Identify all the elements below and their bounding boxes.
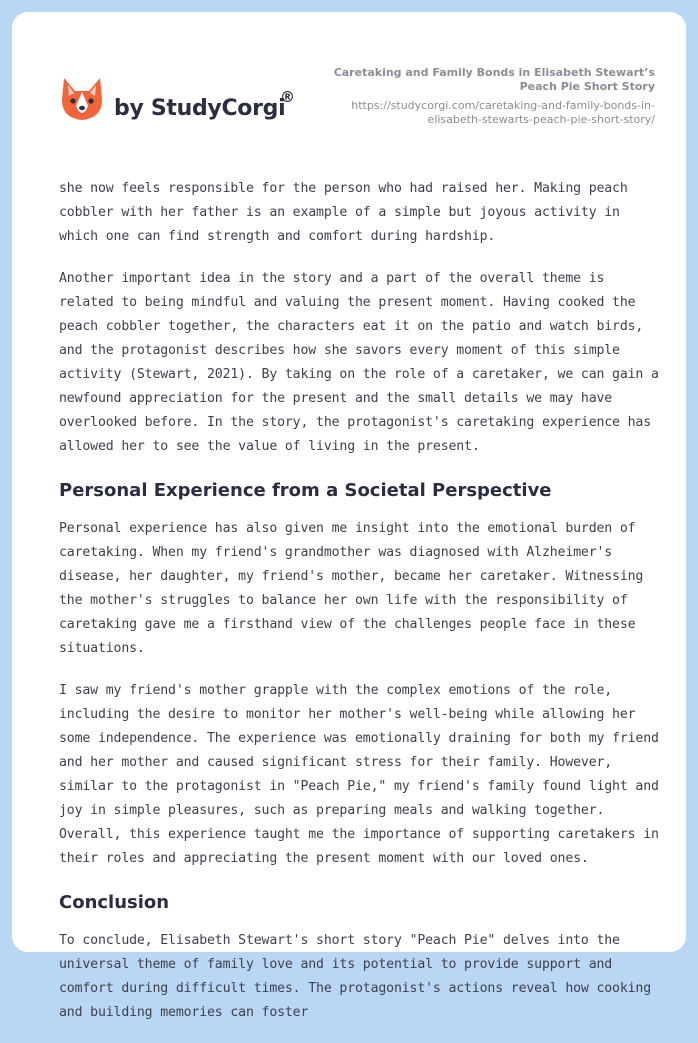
corgi-icon — [60, 76, 104, 122]
section-heading: Conclusion — [59, 892, 170, 913]
brand-name: by StudyCorgi — [114, 96, 286, 121]
paragraph: Another important idea in the story and a part of the overall theme is related to being mindful and valuing the present moment. Having cooked the peach cobbler together, the characters eat it on the patio and watch birds, and the protagonist describes how she savors every moment of this simple activity (Stewart, 2021). By taking on the role of a caretaker, we can gain a newfound appreciation for the present and the small details we may have overlooked before. In the story, the protagonist's caretaking experience has allowed her to see the value of living in the present. — [59, 271, 659, 454]
paragraph: she now feels responsible for the person who had raised her. Making peach cobbler with her father is an example of a simple but joyous activity in which one can find strength and comfort during hardship. — [59, 181, 628, 244]
paragraph: I saw my friend's mother grapple with the complex emotions of the role, including the desire to monitor her mother's well-being while allowing her some independence. The experience was emotionally draining for both my friend and her mother and caused significant stress for their family. However, similar to the protagonist in "Peach Pie," my friend's family found light and joy in simple pleasures, such as preparing meals and walking together. Overall, this experience taught me the importance of supporting caretakers in their roles and appreciating the present moment with our loved ones. — [59, 683, 659, 866]
document-page — [12, 12, 686, 1020]
studycorgi-logo[interactable] — [60, 76, 320, 136]
document-url[interactable]: https://studycorgi.com/caretaking-and-family-bonds-in-elisabeth-stewarts-peach-pie-short-story/ — [351, 99, 655, 126]
section-heading: Personal Experience from a Societal Perspective — [59, 480, 552, 501]
document-title: Caretaking and Family Bonds in Elisabeth Stewart’s Peach Pie Short Story — [333, 66, 655, 93]
article-body — [59, 177, 659, 1043]
paragraph: To conclude, Elisabeth Stewart's short story "Peach Pie" delves into the universal theme of family love and its potential to provide support and comfort during difficult times. The protagonist's actions reveal how cooking and building memories can foster — [59, 933, 652, 1020]
document-source — [325, 66, 655, 126]
paragraph: Personal experience has also given me insight into the emotional burden of caretaking. When my friend's grandmother was diagnosed with Alzheimer's disease, her daughter, my friend's mother, became her caretaker. Witnessing the mother's struggles to balance her own life with the responsibility of caretaking gave me a firsthand view of the challenges people face in these situations. — [59, 521, 644, 656]
registered-mark: ® — [280, 88, 295, 106]
